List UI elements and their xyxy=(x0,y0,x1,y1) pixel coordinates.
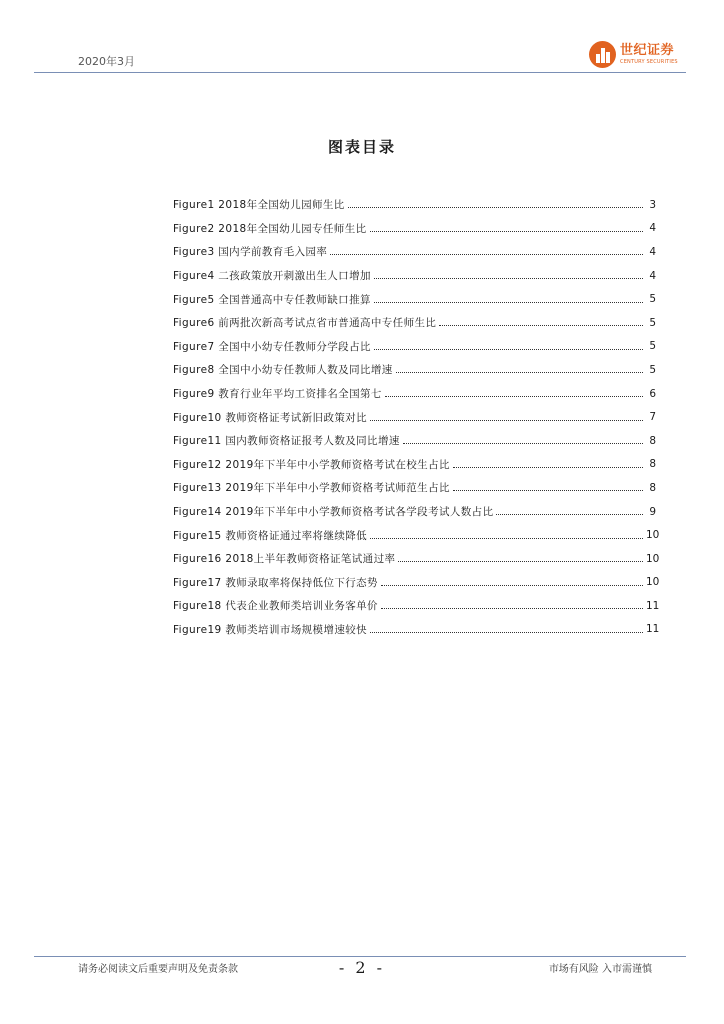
toc-item-page: 11 xyxy=(646,623,660,636)
toc-item-label: Figure7 全国中小幼专任教师分学段占比 xyxy=(173,340,371,353)
toc-item[interactable] xyxy=(173,311,656,335)
page-number: - 2 - xyxy=(338,958,386,977)
toc-dot-leader xyxy=(330,254,643,255)
toc-dot-leader xyxy=(374,302,643,303)
toc-item[interactable] xyxy=(173,335,656,359)
toc-item-label: Figure16 2018上半年教师资格证笔试通过率 xyxy=(173,553,396,566)
toc-item-page: 4 xyxy=(649,269,656,282)
toc-item-label: Figure19 教师类培训市场规模增速较快 xyxy=(173,623,368,636)
toc-item-label: Figure3 国内学前教育毛入园率 xyxy=(173,246,328,259)
toc-item-page: 3 xyxy=(649,198,656,211)
toc-item[interactable] xyxy=(173,382,656,406)
toc-item[interactable] xyxy=(173,571,660,595)
header-divider xyxy=(34,72,686,73)
toc-item-label: Figure2 2018年全国幼儿园专任师生比 xyxy=(173,222,367,235)
toc-dot-leader xyxy=(370,632,643,633)
toc-item-page: 9 xyxy=(649,505,656,518)
company-logo xyxy=(589,41,678,68)
toc-dot-leader xyxy=(370,231,644,232)
footer-disclaimer: 请务必阅读文后重要声明及免责条款 xyxy=(78,964,238,975)
toc-dot-leader xyxy=(453,467,643,468)
toc-dot-leader xyxy=(374,349,643,350)
toc-item-page: 8 xyxy=(649,481,656,494)
toc-dot-leader xyxy=(496,514,643,515)
header-date: 2020年3月 xyxy=(78,55,135,68)
toc-item-label: Figure5 全国普通高中专任教师缺口推算 xyxy=(173,293,371,306)
toc-item[interactable] xyxy=(173,453,656,477)
toc-item[interactable] xyxy=(173,429,656,453)
toc-item[interactable] xyxy=(173,358,656,382)
toc-item-label: Figure14 2019年下半年中小学教师资格考试各学段考试人数占比 xyxy=(173,506,494,519)
toc-item-label: Figure18 代表企业教师类培训业务客单价 xyxy=(173,600,378,613)
toc-item[interactable] xyxy=(173,193,656,217)
toc-item[interactable] xyxy=(173,264,656,288)
toc-item-label: Figure12 2019年下半年中小学教师资格考试在校生占比 xyxy=(173,458,450,471)
logo-name-en: CENTURY SECURITIES xyxy=(620,59,678,65)
toc-dot-leader xyxy=(374,278,643,279)
toc-item-label: Figure4 二孩政策放开刺激出生人口增加 xyxy=(173,270,371,283)
toc-item[interactable] xyxy=(173,476,656,500)
toc-item[interactable] xyxy=(173,547,660,571)
logo-building-icon xyxy=(589,41,616,68)
toc-item-label: Figure6 前两批次新高考试点省市普通高中专任师生比 xyxy=(173,317,437,330)
toc-dot-leader xyxy=(381,608,643,609)
toc-dot-leader xyxy=(439,325,643,326)
toc-item-page: 8 xyxy=(649,434,656,447)
toc-item[interactable] xyxy=(173,217,656,241)
toc-dot-leader xyxy=(381,585,643,586)
toc-item-page: 6 xyxy=(649,387,656,400)
toc-item-page: 5 xyxy=(649,340,656,353)
toc-item-page: 4 xyxy=(649,245,656,258)
toc-item-page: 7 xyxy=(649,411,656,424)
toc-item-page: 4 xyxy=(649,222,656,235)
toc-dot-leader xyxy=(403,443,643,444)
toc-dot-leader xyxy=(398,561,643,562)
toc-item-label: Figure10 教师资格证考试新旧政策对比 xyxy=(173,411,368,424)
toc-item-page: 5 xyxy=(649,293,656,306)
toc-item[interactable] xyxy=(173,287,656,311)
toc-dot-leader xyxy=(348,207,643,208)
toc-item-page: 10 xyxy=(646,576,660,589)
toc-item[interactable] xyxy=(173,618,660,642)
toc-item[interactable] xyxy=(173,405,656,429)
toc-item-label: Figure17 教师录取率将保持低位下行态势 xyxy=(173,576,378,589)
toc-dot-leader xyxy=(370,420,643,421)
toc-dot-leader xyxy=(453,490,643,491)
toc-item-page: 10 xyxy=(646,552,660,565)
toc-list xyxy=(173,193,660,641)
footer-risk-notice: 市场有风险 入市需谨慎 xyxy=(548,964,652,975)
toc-item[interactable] xyxy=(173,240,656,264)
toc-item-label: Figure11 国内教师资格证报考人数及同比增速 xyxy=(173,435,400,448)
toc-item-label: Figure8 全国中小幼专任教师人数及同比增速 xyxy=(173,364,393,377)
toc-dot-leader xyxy=(370,538,643,539)
logo-name-cn: 世纪证券 xyxy=(620,43,675,58)
toc-dot-leader xyxy=(385,396,643,397)
toc-title: 图表目录 xyxy=(327,138,396,156)
toc-item[interactable] xyxy=(173,523,660,547)
toc-item-label: Figure15 教师资格证通过率将继续降低 xyxy=(173,529,368,542)
toc-item-page: 11 xyxy=(646,599,660,612)
toc-item-page: 8 xyxy=(649,458,656,471)
toc-item[interactable] xyxy=(173,594,660,618)
toc-item-page: 5 xyxy=(649,316,656,329)
toc-item-page: 10 xyxy=(646,529,660,542)
toc-dot-leader xyxy=(396,372,643,373)
toc-item-label: Figure1 2018年全国幼儿园师生比 xyxy=(173,199,345,212)
toc-item-page: 5 xyxy=(649,363,656,376)
toc-item-label: Figure9 教育行业年平均工资排名全国第七 xyxy=(173,388,382,401)
toc-item[interactable] xyxy=(173,500,656,524)
footer-divider xyxy=(34,956,686,957)
toc-item-label: Figure13 2019年下半年中小学教师资格考试师范生占比 xyxy=(173,482,450,495)
